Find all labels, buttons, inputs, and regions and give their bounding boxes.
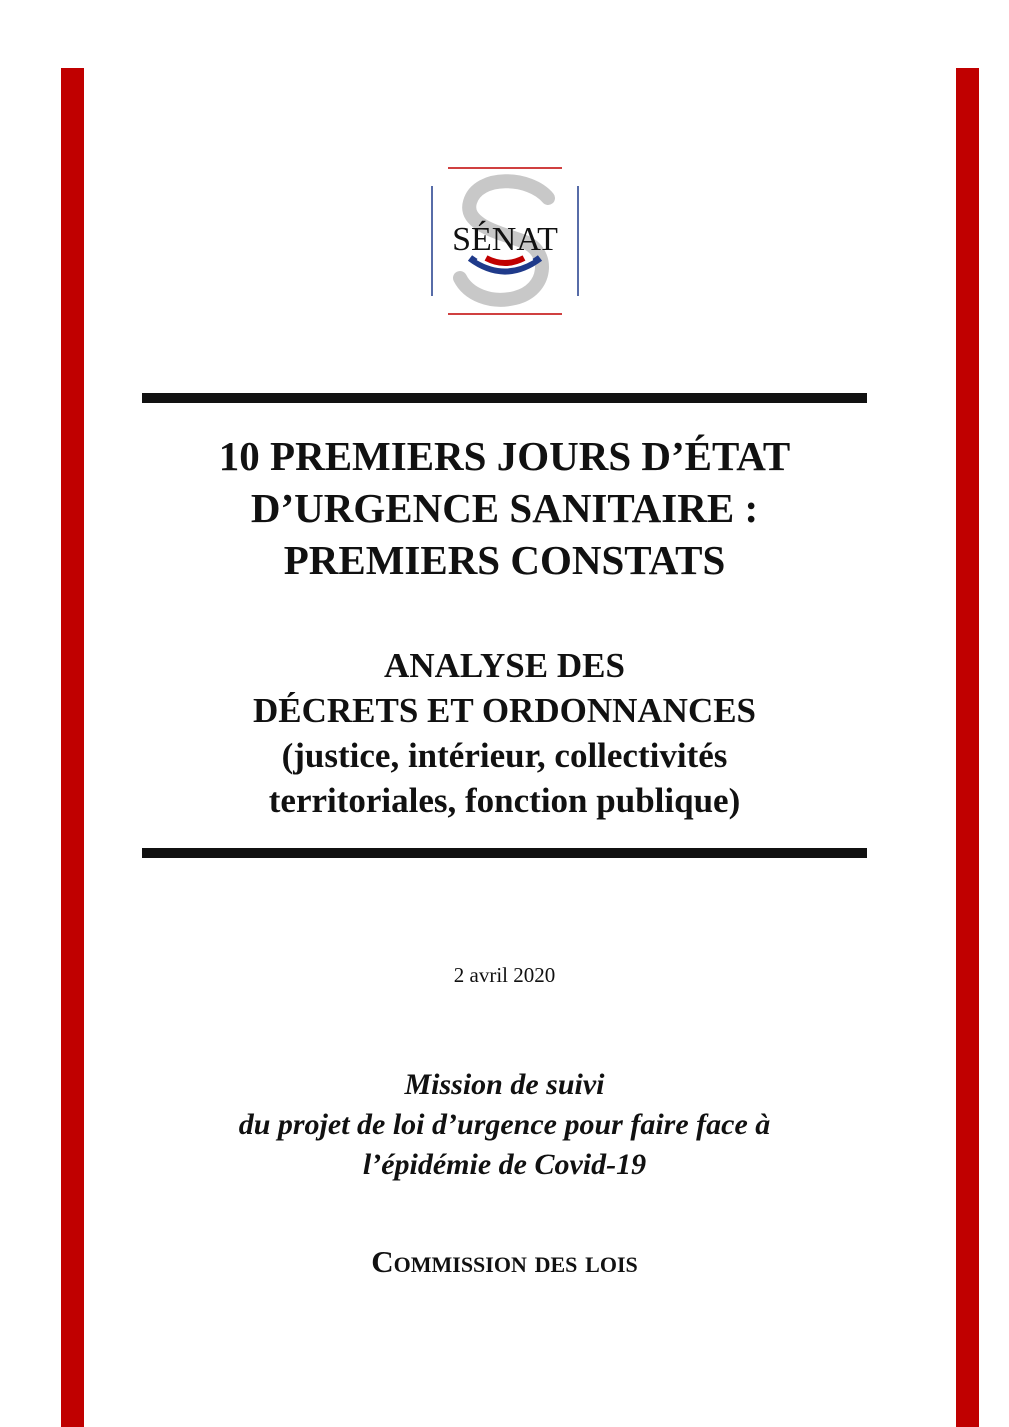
bottom-divider (142, 848, 867, 858)
publication-date: 2 avril 2020 (453, 963, 556, 987)
subtitle-line: DÉCRETS ET ORDONNANCES (252, 691, 757, 730)
left-red-border (61, 68, 84, 1427)
senat-logo-icon (430, 166, 580, 316)
top-divider (142, 393, 867, 403)
title-line: D’URGENCE SANITAIRE : (250, 485, 759, 531)
mission-line: Mission de suivi (404, 1068, 605, 1101)
mission-line: l’épidémie de Covid-19 (362, 1148, 647, 1181)
commission-name: Commission des lois (371, 1244, 638, 1279)
document-subtitle (142, 643, 867, 823)
subtitle-line: ANALYSE DES (384, 646, 625, 685)
mission-statement (122, 1065, 887, 1185)
logo-text: SÉNAT (452, 221, 558, 258)
right-red-border (956, 68, 979, 1427)
title-line: 10 PREMIERS JOURS D’ÉTAT (218, 433, 791, 479)
document-title (142, 430, 867, 586)
title-line: PREMIERS CONSTATS (283, 537, 726, 583)
subtitle-line: territoriales, fonction publique) (268, 781, 741, 820)
subtitle-line: (justice, intérieur, collectivités (281, 736, 728, 775)
mission-line: du projet de loi d’urgence pour faire face à (238, 1108, 771, 1141)
